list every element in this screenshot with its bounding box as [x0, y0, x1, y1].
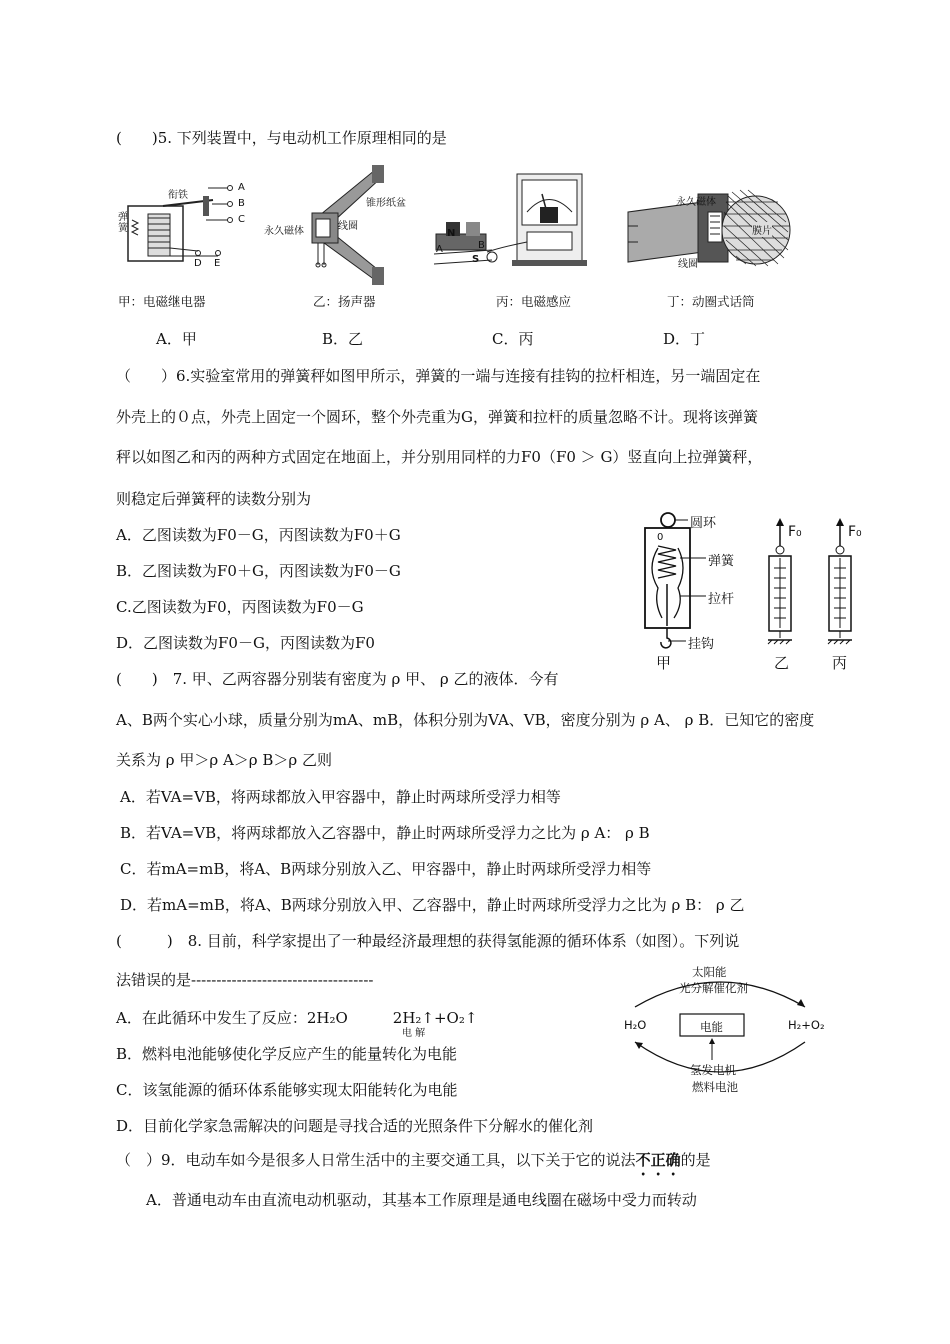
q6-line3: 秤以如图乙和丙的两种方式固定在地面上，并分别用同样的力F0（F0 ＞ G）竖直向上拉弹簧秤， — [116, 448, 763, 466]
caption-induction: 丙：电磁感应 — [496, 294, 572, 309]
q5-option-b: B．乙 — [322, 330, 364, 348]
label-catalyst: 光分解催化剂 — [679, 981, 748, 995]
q6-option-c: C.乙图读数为F0，丙图读数为F0－G — [116, 598, 364, 616]
label-force-bing: F₀ — [848, 524, 862, 540]
label-perm-magnet2: 永久磁体 — [676, 197, 716, 208]
label-e: E — [214, 258, 221, 269]
label-bing: 丙 — [832, 654, 848, 672]
q5-option-a: A．甲 — [156, 330, 197, 348]
caption-speaker: 乙：扬声器 — [313, 294, 376, 309]
label-induction-b: B — [478, 240, 485, 251]
q6-option-b: B．乙图读数为F0＋G，丙图读数为F0－G — [116, 562, 401, 580]
label-armature: 衔铁 — [168, 190, 188, 201]
label-jia: 甲 — [656, 654, 672, 672]
q7-option-d: D．若mA=mB，将A、B两球分别放入甲、乙容器中，静止时两球所受浮力之比为 ρ B： ρ 乙 — [120, 896, 745, 914]
induction-figure — [432, 172, 602, 292]
label-yi: 乙 — [774, 654, 790, 672]
q7-line1: ( ) 7. 甲、乙两容器分别装有密度为 ρ 甲、 ρ 乙的液体．今有 — [116, 670, 559, 688]
caption-microphone: 丁：动圈式话筒 — [667, 294, 755, 309]
q8-option-d: D．目前化学家急需解决的问题是寻找合适的光照条件下分解水的催化剂 — [116, 1117, 594, 1135]
label-perm-magnet: 永久磁体 — [264, 226, 304, 237]
q9-emphasis: 不正确 — [635, 1151, 681, 1169]
q8-electrolysis-condition: 电 解 — [402, 1028, 426, 1039]
label-c: C — [238, 214, 245, 225]
label-h2-o2: H₂+O₂ — [788, 1018, 825, 1032]
label-force-yi: F₀ — [788, 524, 802, 540]
q5-option-d: D．丁 — [663, 330, 706, 348]
label-spring2: 弹簧 — [708, 554, 735, 569]
q8-line2: 法错误的是------------------------------------ — [116, 971, 374, 989]
label-ring: 圆环 — [690, 516, 717, 531]
q8-line1: ( ) 8. 目前，科学家提出了一种最经济最理想的获得氢能源的循环体系（如图）。下列说 — [116, 932, 740, 950]
label-coil2: 线圈 — [678, 259, 698, 270]
label-coil: 线圈 — [338, 221, 358, 232]
label-s: S — [472, 254, 480, 265]
label-rod: 拉杆 — [708, 592, 735, 607]
label-o-point: 0 — [657, 532, 664, 543]
label-membrane: 膜片 — [752, 222, 772, 237]
label-d: D — [194, 258, 202, 269]
q9-stem: （ ）9．电动车如今是很多人日常生活中的主要交通工具，以下关于它的说法不正确的是 — [116, 1151, 711, 1169]
q7-line2: A、B两个实心小球，质量分别为mA、mB，体积分别为VA、VB，密度分别为 ρ A、 ρ B．已知它的密度 — [116, 711, 815, 729]
q6-option-d: D．乙图读数为F0－G，丙图读数为F0 — [116, 634, 375, 652]
label-induction-a: A — [436, 244, 443, 255]
caption-relay: 甲：电磁继电器 — [118, 294, 206, 309]
q6-option-a: A．乙图读数为F0－G，丙图读数为F0＋G — [116, 526, 401, 544]
label-n: N — [447, 228, 456, 239]
label-spring: 弹簧 — [118, 212, 128, 234]
q7-option-b: B．若VA=VB，将两球都放入乙容器中，静止时两球所受浮力之比为 ρ A： ρ B — [120, 824, 650, 842]
q8-option-a: A．在此循环中发生了反应：2H₂O 2H₂↑+O₂↑ — [116, 1009, 478, 1027]
q9-option-a: A．普通电动车由直流电动机驱动，其基本工作原理是通电线圈在磁场中受力而转动 — [146, 1191, 697, 1209]
label-hook: 挂钩 — [688, 637, 715, 652]
q6-line4: 则稳定后弹簧秤的读数分别为 — [116, 490, 312, 508]
q5-stem: ( )5. 下列装置中，与电动机工作原理相同的是 — [116, 129, 447, 147]
q6-line1: （ ）6.实验室常用的弹簧秤如图甲所示，弹簧的一端与连接有挂钩的拉杆相连，另一端固定在 — [116, 367, 761, 385]
q8-option-b: B．燃料电池能够使化学反应产生的能量转化为电能 — [116, 1045, 458, 1063]
label-electric-energy: 电能 — [700, 1020, 723, 1034]
label-cone: 锥形纸盆 — [366, 198, 406, 209]
q5-option-c: C．丙 — [492, 330, 534, 348]
label-fuel-cell: 燃料电池 — [692, 1080, 738, 1094]
q7-option-c: C．若mA=mB，将A、B两球分别放入乙、甲容器中，静止时两球所受浮力相等 — [120, 860, 652, 878]
label-h2o: H₂O — [624, 1018, 647, 1032]
spring-scale-figure — [640, 508, 870, 673]
label-a: A — [238, 182, 245, 193]
label-generator: 氢发电机 — [690, 1063, 736, 1077]
label-solar: 太阳能 — [692, 965, 727, 979]
q7-option-a: A．若VA=VB，将两球都放入甲容器中，静止时两球所受浮力相等 — [120, 788, 561, 806]
label-b: B — [238, 198, 245, 209]
q8-option-c: C．该氢能源的循环体系能够实现太阳能转化为电能 — [116, 1081, 458, 1099]
q6-line2: 外壳上的０点，外壳上固定一个圆环，整个外壳重为G，弹簧和拉杆的质量忽略不计。现将该弹簧 — [116, 408, 758, 426]
q7-line3: 关系为 ρ 甲＞ρ A＞ρ B＞ρ 乙则 — [116, 751, 332, 769]
